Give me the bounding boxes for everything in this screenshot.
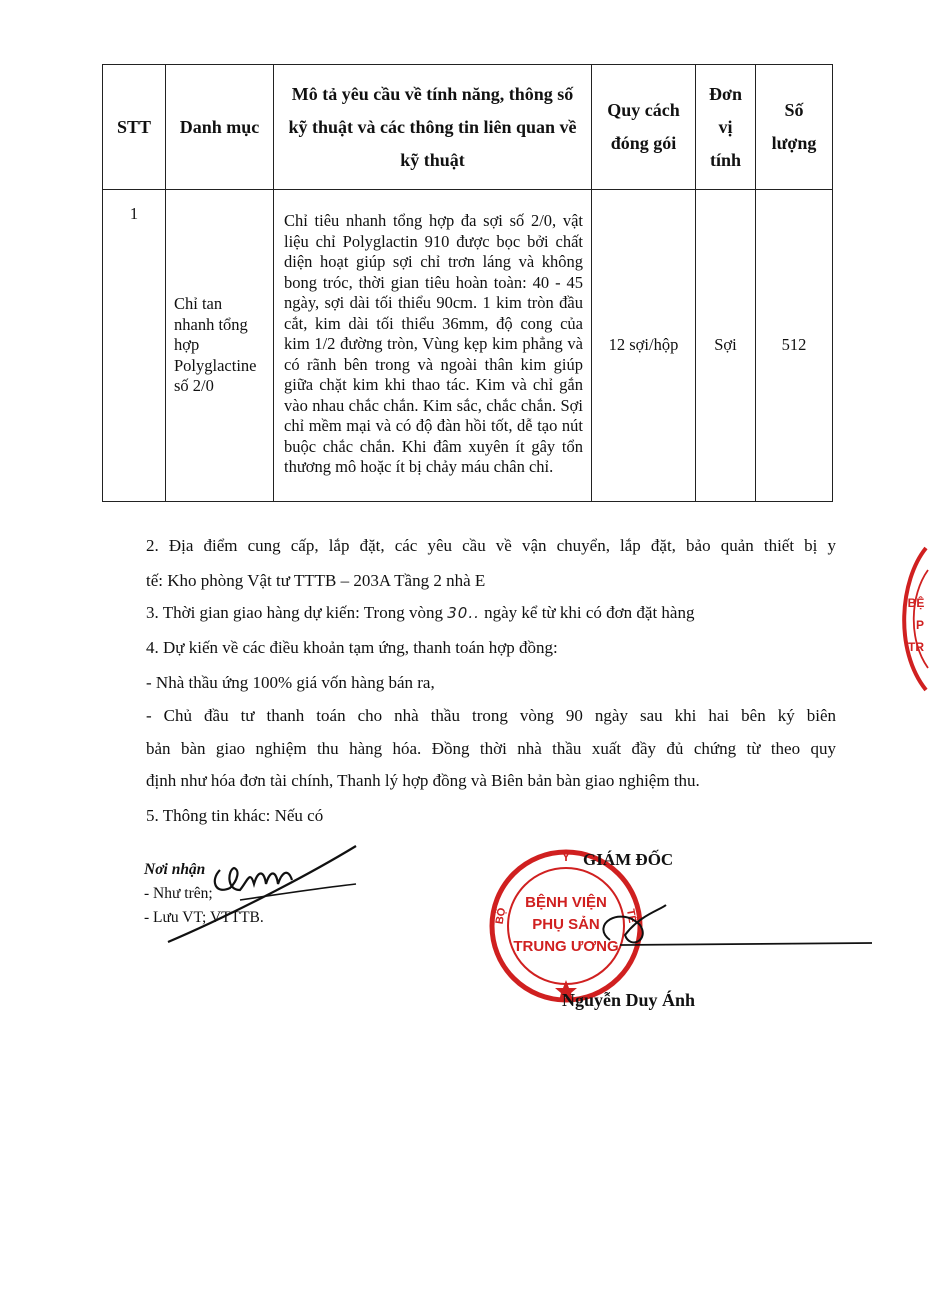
item3-handwritten-value: 30.. bbox=[447, 604, 480, 622]
stamp-left-letters: BỘ bbox=[493, 906, 509, 926]
cell-description: Chỉ tiêu nhanh tổng hợp đa sợi số 2/0, vật liệu chỉ Polyglactin 910 được bọc bởi chất diện hoạt giúp sợi chỉ trơn láng và không bong tróc, thời gian tiêu hoàn toàn: 40 - 45 ngày, sợi dài tối thiểu 90cm. 1 kim tròn đầu cắt, kim dài tối thiểu 36mm, độ cong của kim 1/2 đường tròn, Vùng kẹp kim phẳng và có rãnh bên trong và ngoài thân kim giúp giữa chặt kim khi thao tác. Kim và chỉ gắn vào nhau chắc chắn. Kim sắc, chắc chắn. Sợi chỉ mềm mại và có độ đàn hồi tốt, dễ tạo nút buộc chắc chắn. Khi đâm xuyên ít gây tổn thương mô hoặc ít bị chảy máu chân chỉ. bbox=[274, 190, 592, 502]
edge-stamp-text2: P bbox=[915, 618, 924, 632]
header-quantity: Số lượng bbox=[756, 65, 833, 190]
specification-table bbox=[102, 64, 833, 502]
bullet-payment-line2: bản bàn giao nghiệm thu hàng hóa. Đồng thời nhà thầu xuất đầy đủ chứng từ theo quy bbox=[146, 739, 836, 758]
stamp-line3: TRUNG ƯƠNG bbox=[513, 938, 619, 955]
item3-line bbox=[146, 603, 836, 623]
recipient-line: - Lưu VT; VTTTB. bbox=[144, 909, 264, 926]
header-description: Mô tả yêu cầu về tính năng, thông số kỹ thuật và các thông tin liên quan về kỹ thuật bbox=[274, 65, 592, 190]
initial-signature bbox=[160, 840, 370, 950]
bullet-payment-line3: định như hóa đơn tài chính, Thanh lý hợp đồng và Biên bản bàn giao nghiệm thu. bbox=[146, 771, 700, 790]
cell-packaging: 12 sợi/hộp bbox=[592, 190, 696, 502]
stamp-line1: BỆNH VIỆN bbox=[525, 894, 607, 911]
header-unit: Đơn vị tính bbox=[696, 65, 756, 190]
bullet-advance: - Nhà thầu ứng 100% giá vốn hàng bán ra, bbox=[146, 673, 435, 692]
signatory-title: GIÁM ĐỐC bbox=[583, 850, 674, 869]
item3-suffix: ngày kể từ khi có đơn đặt hàng bbox=[484, 603, 695, 622]
category-text: Chỉ tan nhanh tổng hợp Polyglactine số 2/0 bbox=[174, 294, 257, 396]
header-stt: STT bbox=[103, 65, 166, 190]
header-packaging: Quy cách đóng gói bbox=[592, 65, 696, 190]
bullet-payment-line1: - Chủ đầu tư thanh toán cho nhà thầu trong vòng 90 ngày sau khi hai bên ký biên bbox=[146, 706, 836, 725]
item5-line: 5. Thông tin khác: Nếu có bbox=[146, 806, 324, 825]
stamp-right-letters: TẾ bbox=[623, 908, 639, 924]
cell-stt: 1 bbox=[103, 190, 166, 502]
stamp-top-letter: Y bbox=[561, 850, 570, 864]
item2-line1: 2. Địa điểm cung cấp, lắp đặt, các yêu cầu về vận chuyển, lắp đặt, bảo quản thiết bị y bbox=[146, 536, 836, 555]
cell-category bbox=[166, 190, 274, 502]
item4-line: 4. Dự kiến về các điều khoản tạm ứng, thanh toán hợp đồng: bbox=[146, 638, 558, 657]
stamp-line2: PHỤ SẢN bbox=[532, 916, 600, 933]
item2-line2: tế: Kho phòng Vật tư TTTB – 203A Tầng 2 nhà E bbox=[146, 571, 486, 590]
header-category: Danh mục bbox=[166, 65, 274, 190]
signatory-name: Nguyễn Duy Ánh bbox=[562, 990, 696, 1010]
cell-quantity: 512 bbox=[756, 190, 833, 502]
recipient-line: - Như trên; bbox=[144, 885, 213, 902]
partial-edge-stamp bbox=[880, 540, 930, 700]
cell-unit: Sợi bbox=[696, 190, 756, 502]
item3-prefix: 3. Thời gian giao hàng dự kiến: Trong vòng bbox=[146, 603, 443, 622]
director-signature bbox=[580, 895, 880, 965]
edge-stamp-text3: TR bbox=[908, 640, 924, 654]
table-row bbox=[103, 190, 833, 502]
recipients-title: Nơi nhận bbox=[144, 861, 206, 878]
table-header-row bbox=[103, 65, 833, 190]
edge-stamp-text1: BỆ bbox=[907, 596, 925, 610]
